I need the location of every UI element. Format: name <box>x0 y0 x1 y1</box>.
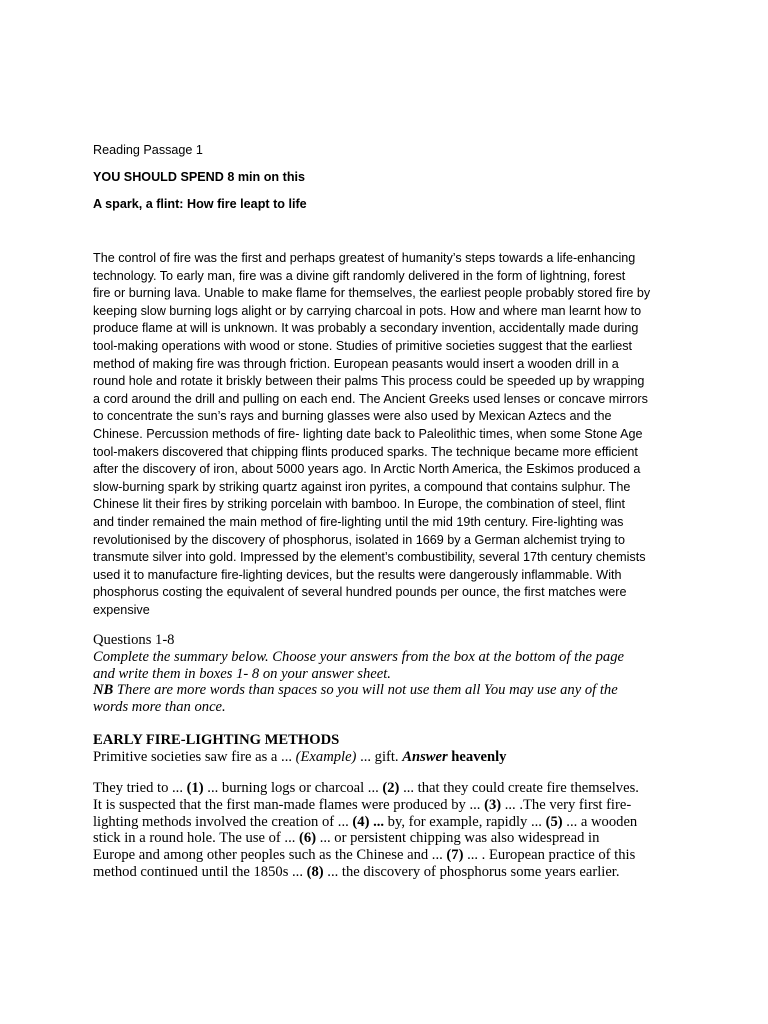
summary-line: They tried to ... (1) ... burning logs or charcoal ... (2) ... that they could create fire themselves. <box>93 780 639 796</box>
passage-line: and tinder remained the main method of fire-lighting until the mid 19th century. Fire-lighting was <box>93 514 624 529</box>
passage-line: The control of fire was the first and perhaps greatest of humanity’s steps towards a life-enhancing <box>93 251 636 265</box>
passage-line: tool-making operations with wood or stone. Studies of primitive societies suggest that the earliest <box>93 338 633 353</box>
gap-number: (4) ... <box>352 813 385 830</box>
summary-line: stick in a round hole. The use of ... (6) ... or persistent chipping was also widespread in <box>93 830 600 847</box>
questions-instructions <box>93 632 624 716</box>
passage-line: phosphorus costing the equivalent of several hundred pounds per ounce, the first matches were <box>93 585 627 600</box>
passage-line: technology. To early man, fire was a divine gift randomly delivered in the form of lightning, forest <box>93 268 626 283</box>
questions-heading: Questions 1-8 <box>93 632 175 648</box>
passage-line: a cord around the drill and pulling on each end. The Ancient Greeks used lenses or concave mirrors <box>93 391 648 406</box>
summary-body <box>93 780 639 881</box>
passage-line: revolutionised by the discovery of phosphorus, isolated in 1669 by a German alchemist trying to <box>93 532 626 547</box>
summary-line: Europe and among other peoples such as the Chinese and ... (7) ... . European practice of this <box>93 847 636 864</box>
passage-title: A spark, a flint: How fire leapt to life <box>93 197 307 211</box>
nb-text: There are more words than spaces so you will not use them all You may use any of the <box>113 682 618 699</box>
passage-line: produce flame at will is unknown. It was probably a secondary invention, accidentally made during <box>93 321 639 336</box>
summary-line: lighting methods involved the creation of ... (4) ... by, for example, rapidly ... (5) ... a wooden <box>93 813 638 830</box>
answer-value: heavenly <box>447 749 507 765</box>
passage-line: expensive <box>93 602 150 617</box>
passage-line: to concentrate the sun’s rays and burning glasses were also used by Mexican Aztecs and the <box>93 409 612 424</box>
passage-line: after the discovery of iron, about 5000 years ago. In Arctic North America, the Eskimos produced a <box>93 462 641 477</box>
passage-line: used it to manufacture fire-lighting devices, but the results were dangerously inflammable. With <box>93 567 622 582</box>
instruction-line: and write them in boxes 1- 8 on your answer sheet. <box>93 665 391 682</box>
time-note: YOU SHOULD SPEND 8 min on this <box>93 170 306 184</box>
nb-note-continued: words more than once. <box>93 699 226 716</box>
gap-number: (1) <box>186 780 204 796</box>
summary-line: method continued until the 1850s ... (8) ... the discovery of phosphorus some years earlier. <box>93 863 620 880</box>
passage-line: tool-makers discovered that chipping flints produced sparks. The technique became more efficient <box>93 444 638 459</box>
passage-body <box>93 250 693 619</box>
passage-line: Chinese. Percussion methods of fire- lighting date back to Paleolithic times, when some Stone Age <box>93 426 643 441</box>
nb-label: NB <box>93 682 114 699</box>
summary-line: It is suspected that the first man-made flames were produced by ... (3) ... .The very first fire- <box>93 796 632 813</box>
gap-number: (3) <box>484 796 502 813</box>
gap-number: (6) <box>299 830 317 847</box>
passage-line: slow-burning spark by striking quartz against iron pyrites, a compound that contains sulphur. The <box>93 479 631 494</box>
nb-note <box>93 682 624 699</box>
passage-line: transmute silver into gold. Impressed by the element’s combustibility, several 17th century chemists <box>93 550 646 565</box>
instruction-line: Complete the summary below. Choose your answers from the box at the bottom of the page <box>93 648 624 665</box>
gap-number: (5) <box>545 813 563 830</box>
gap-number: (8) <box>306 863 324 880</box>
gap-number: (2) <box>382 780 400 796</box>
passage-line: round hole and rotate it briskly between their palms This process could be speeded up by wrapping <box>93 374 645 389</box>
answer-label: Answer <box>402 749 448 765</box>
passage-line: method of making fire was through friction. European peasants would insert a wooden drill in a <box>93 356 619 371</box>
passage-label: Reading Passage 1 <box>93 143 203 157</box>
passage-line: keeping slow burning logs alight or by carrying charcoal in pots. How and where man learnt how to <box>93 303 642 318</box>
passage-line: fire or burning lava. Unable to make flame for themselves, the earliest people probably stored fire by <box>93 286 651 301</box>
passage-line: Chinese lit their fires by striking porcelain with bamboo. In Europe, the combination of steel, flint <box>93 497 626 512</box>
example-label: (Example) <box>295 749 357 765</box>
summary-example: Primitive societies saw fire as a ... (Example) ... gift. Answer heavenly <box>93 749 507 765</box>
summary-title: EARLY FIRE-LIGHTING METHODS <box>93 732 340 748</box>
gap-number: (7) <box>446 847 464 864</box>
